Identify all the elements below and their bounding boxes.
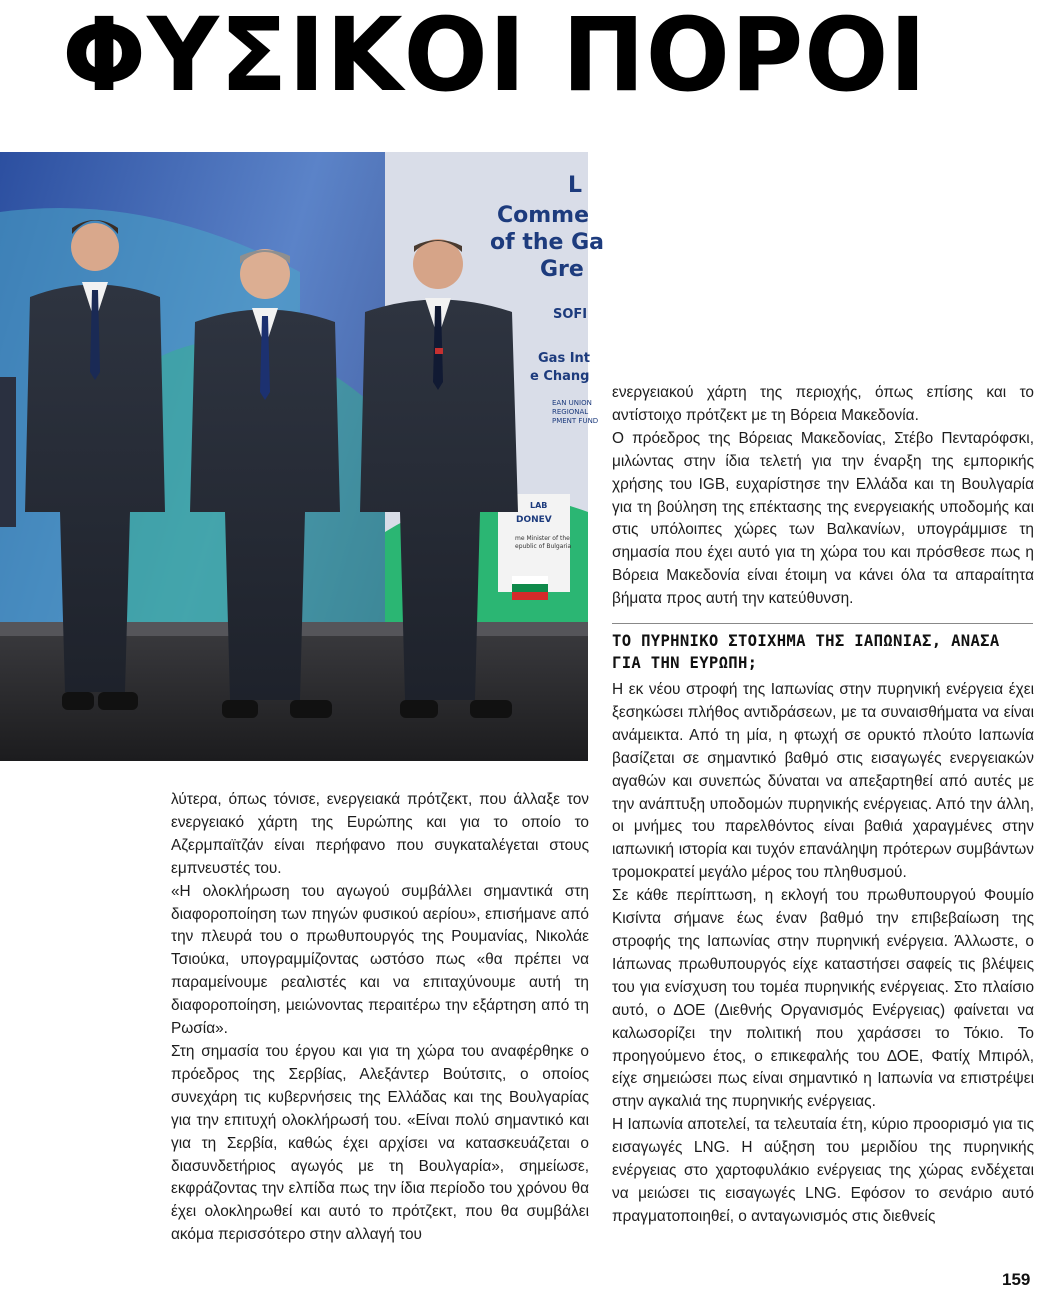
- nameplate-line-1: LAB: [530, 501, 548, 510]
- stage-text-2: e Chang: [530, 369, 590, 384]
- backdrop-text-3: of the Ga: [490, 230, 605, 255]
- person-edge-left: [0, 377, 16, 527]
- nameplate-line-3: me Minister of the: [515, 535, 570, 542]
- paragraph: Στη σημασία του έργου και για τη χώρα του αναφέρθηκε ο πρόεδρος της Σερβίας, Αλεξάντερ Βούτσιτς, ο οποίος συνεχάρη τις κυβερνήσεις της Ελλάδας και της Βουλγαρίας για την επιτυχή ολοκλήρωσή του. «Είναι πολύ σημαντικό και για τη Σερβία, καθώς έχει αρχίσει να κατασκευάζεται ο διασυνδετήριος αγωγός με τη Βουλγαρία», σημείωσε, εκφράζοντας την ελπίδα πως την ίδια περίοδο του χρόνου θα έχει ολοκληρωθεί και αυτό το πρότζεκτ, που θα συμβάλει ακόμα περισσότερο στην αλλαγή του: [171, 1042, 589, 1244]
- event-photo-illustration: [0, 152, 605, 761]
- paragraph: Η εκ νέου στροφή της Ιαπωνίας στην πυρηνική ενέργεια έχει ξεσηκώσει πλήθος αντιδράσεων, με τα συναισθήματα να είναι ανάμεικτα. Από τη μία, η φτωχή σε ορυκτό πλούτο Ιαπωνία βασίζεται σε σημαντικό βαθμό στις εισαγωγές ενεργειακών αγαθών και συνεπώς δύναται να απεξαρτηθεί από αυτές με την ανάπτυξη υποδομών πυρηνικής ενέργειας. Από την άλλη, οι μνήμες του παρελθόντος είναι βαθιά χαραγμένες στην ιαπωνική ιστορία και τυχόν επανάληψη πρότερων συμβάντων τρομοκρατεί μεγάλο μέρος του πληθυσμού.: [612, 681, 1034, 882]
- backdrop-text-4: Gre: [540, 257, 584, 282]
- flag-white: [512, 576, 548, 584]
- stage-text-5: PMENT FUND: [552, 417, 599, 425]
- section-divider: [612, 623, 1033, 624]
- section-title: ΦΥΣΙΚΟΙ ΠΟΡΟΙ: [62, 0, 928, 115]
- backdrop-text-5: SOFI: [553, 307, 588, 322]
- subheading: ΤΟ ΠΥΡΗΝΙΚΟ ΣΤΟΙΧΗΜΑ ΤΗΣ ΙΑΠΩΝΙΑΣ, ΑΝΑΣΑ ΓΙΑ ΤΗΝ ΕΥΡΩΠΗ;: [612, 632, 1000, 672]
- paragraph: «Η ολοκλήρωση του αγωγού συμβάλλει σημαντικά στη διαφοροποίηση των πηγών φυσικού αερίου», επισήμανε από την πλευρά του ο πρωθυπουργός της Ρουμανίας, Νικολάε Τσιούκα, υπογραμμίζοντας ωστόσο πως «θα πρέπει να παραμείνουμε ρεαλιστές και να επιταχύνουμε αυτή τη διαφοροποίηση, μειώνοντας περαιτέρω την εξάρτηση από τη Ρωσία».: [171, 882, 589, 1038]
- paragraph: Σε κάθε περίπτωση, η εκλογή του πρωθυπουργού Φουμίο Κισίντα σήμανε έως έναν βαθμό την επιβεβαίωση της στροφής της Ιαπωνίας στην πυρηνική ενέργεια. Άλλωστε, ο Ιάπωνας πρωθυπουργός είχε καταστήσει σαφείς τις βλέψεις του για ενίσχυση του τομέα πυρηνικής ενέργειας. Στο πλαίσιο αυτό, ο ΔΟΕ (Διεθνής Οργανισμός Ενέργειας) φαίνεται να καλωσορίζει την πολιτική που χαράσσει το Τόκιο. Το προηγούμενο έτος, ο επικεφαλής του ΔΟΕ, Φατίχ Μπιρόλ, είχε σημειώσει πως είναι σημαντικό η Ιαπωνία να επιστρέψει στην αγκαλιά της πυρηνικής ενέργειας.: [612, 887, 1034, 1111]
- right-text-column-bottom: [612, 679, 1034, 1229]
- flag-green: [512, 584, 548, 592]
- paragraph: Η Ιαπωνία αποτελεί, τα τελευταία έτη, κύριο προορισμό για τις εισαγωγές LNG. Η αύξηση του μεριδίου της πυρηνικής ενέργειας στο χαρτοφυλάκιο ενέργειας της χώρας ενδέχεται να μειώσει τις εισαγωγές LNG. Εφόσον το σενάριο αυτό πραγματοποιηθεί, ο ανταγωνισμός στις διεθνείς: [612, 1116, 1034, 1225]
- event-photo: [0, 152, 605, 761]
- stage-text-4: REGIONAL: [552, 408, 589, 416]
- page-number: 159: [1002, 1270, 1031, 1289]
- backdrop-text-1: L: [568, 173, 583, 198]
- nameplate-line-2: DONEV: [516, 515, 552, 525]
- nameplate-line-4: epublic of Bulgaria: [515, 543, 572, 550]
- paragraph: Ο πρόεδρος της Βόρειας Μακεδονίας, Στέβο Πενταρόφσκι, μιλώντας στην ίδια τελετή για την έναρξη της εμπορικής χρήσης του IGB, ευχαρίστησε την Ελλάδα και τη Βουλγαρία για τη βούληση της επέκτασης της ενεργειακής υποδομής και στις υπόλοιπες χώρες των Βαλκανίων, υπογράμμισε τη σημασία που έχει αυτό για τη χώρα του και πρόσθεσε πως η Βόρεια Μακεδονία είναι έτοιμη να κάνει όλα τα απαραίτητα βήματα προς αυτή την κατεύθυνση.: [612, 429, 1034, 608]
- paragraph: ενεργειακού χάρτη της περιοχής, όπως επίσης και το αντίστοιχο πρότζεκτ με τη Βόρεια Μακεδονία.: [612, 384, 1034, 424]
- stage-text-1: Gas Int: [538, 351, 591, 366]
- left-text-column: [171, 789, 589, 1247]
- right-text-column-top: [612, 382, 1034, 611]
- flag-red: [512, 592, 548, 600]
- paragraph: λύτερα, όπως τόνισε, ενεργειακά πρότζεκτ, που άλλαξε τον ενεργειακό χάρτη της Ευρώπης και για το οποίο το Αζερμπαϊτζάν είναι περήφανο που συγκαταλέγεται στους εμπνευστές του.: [171, 791, 589, 877]
- stage-text-3: EAN UNION: [552, 399, 592, 407]
- backdrop-text-2: Comme: [497, 203, 590, 228]
